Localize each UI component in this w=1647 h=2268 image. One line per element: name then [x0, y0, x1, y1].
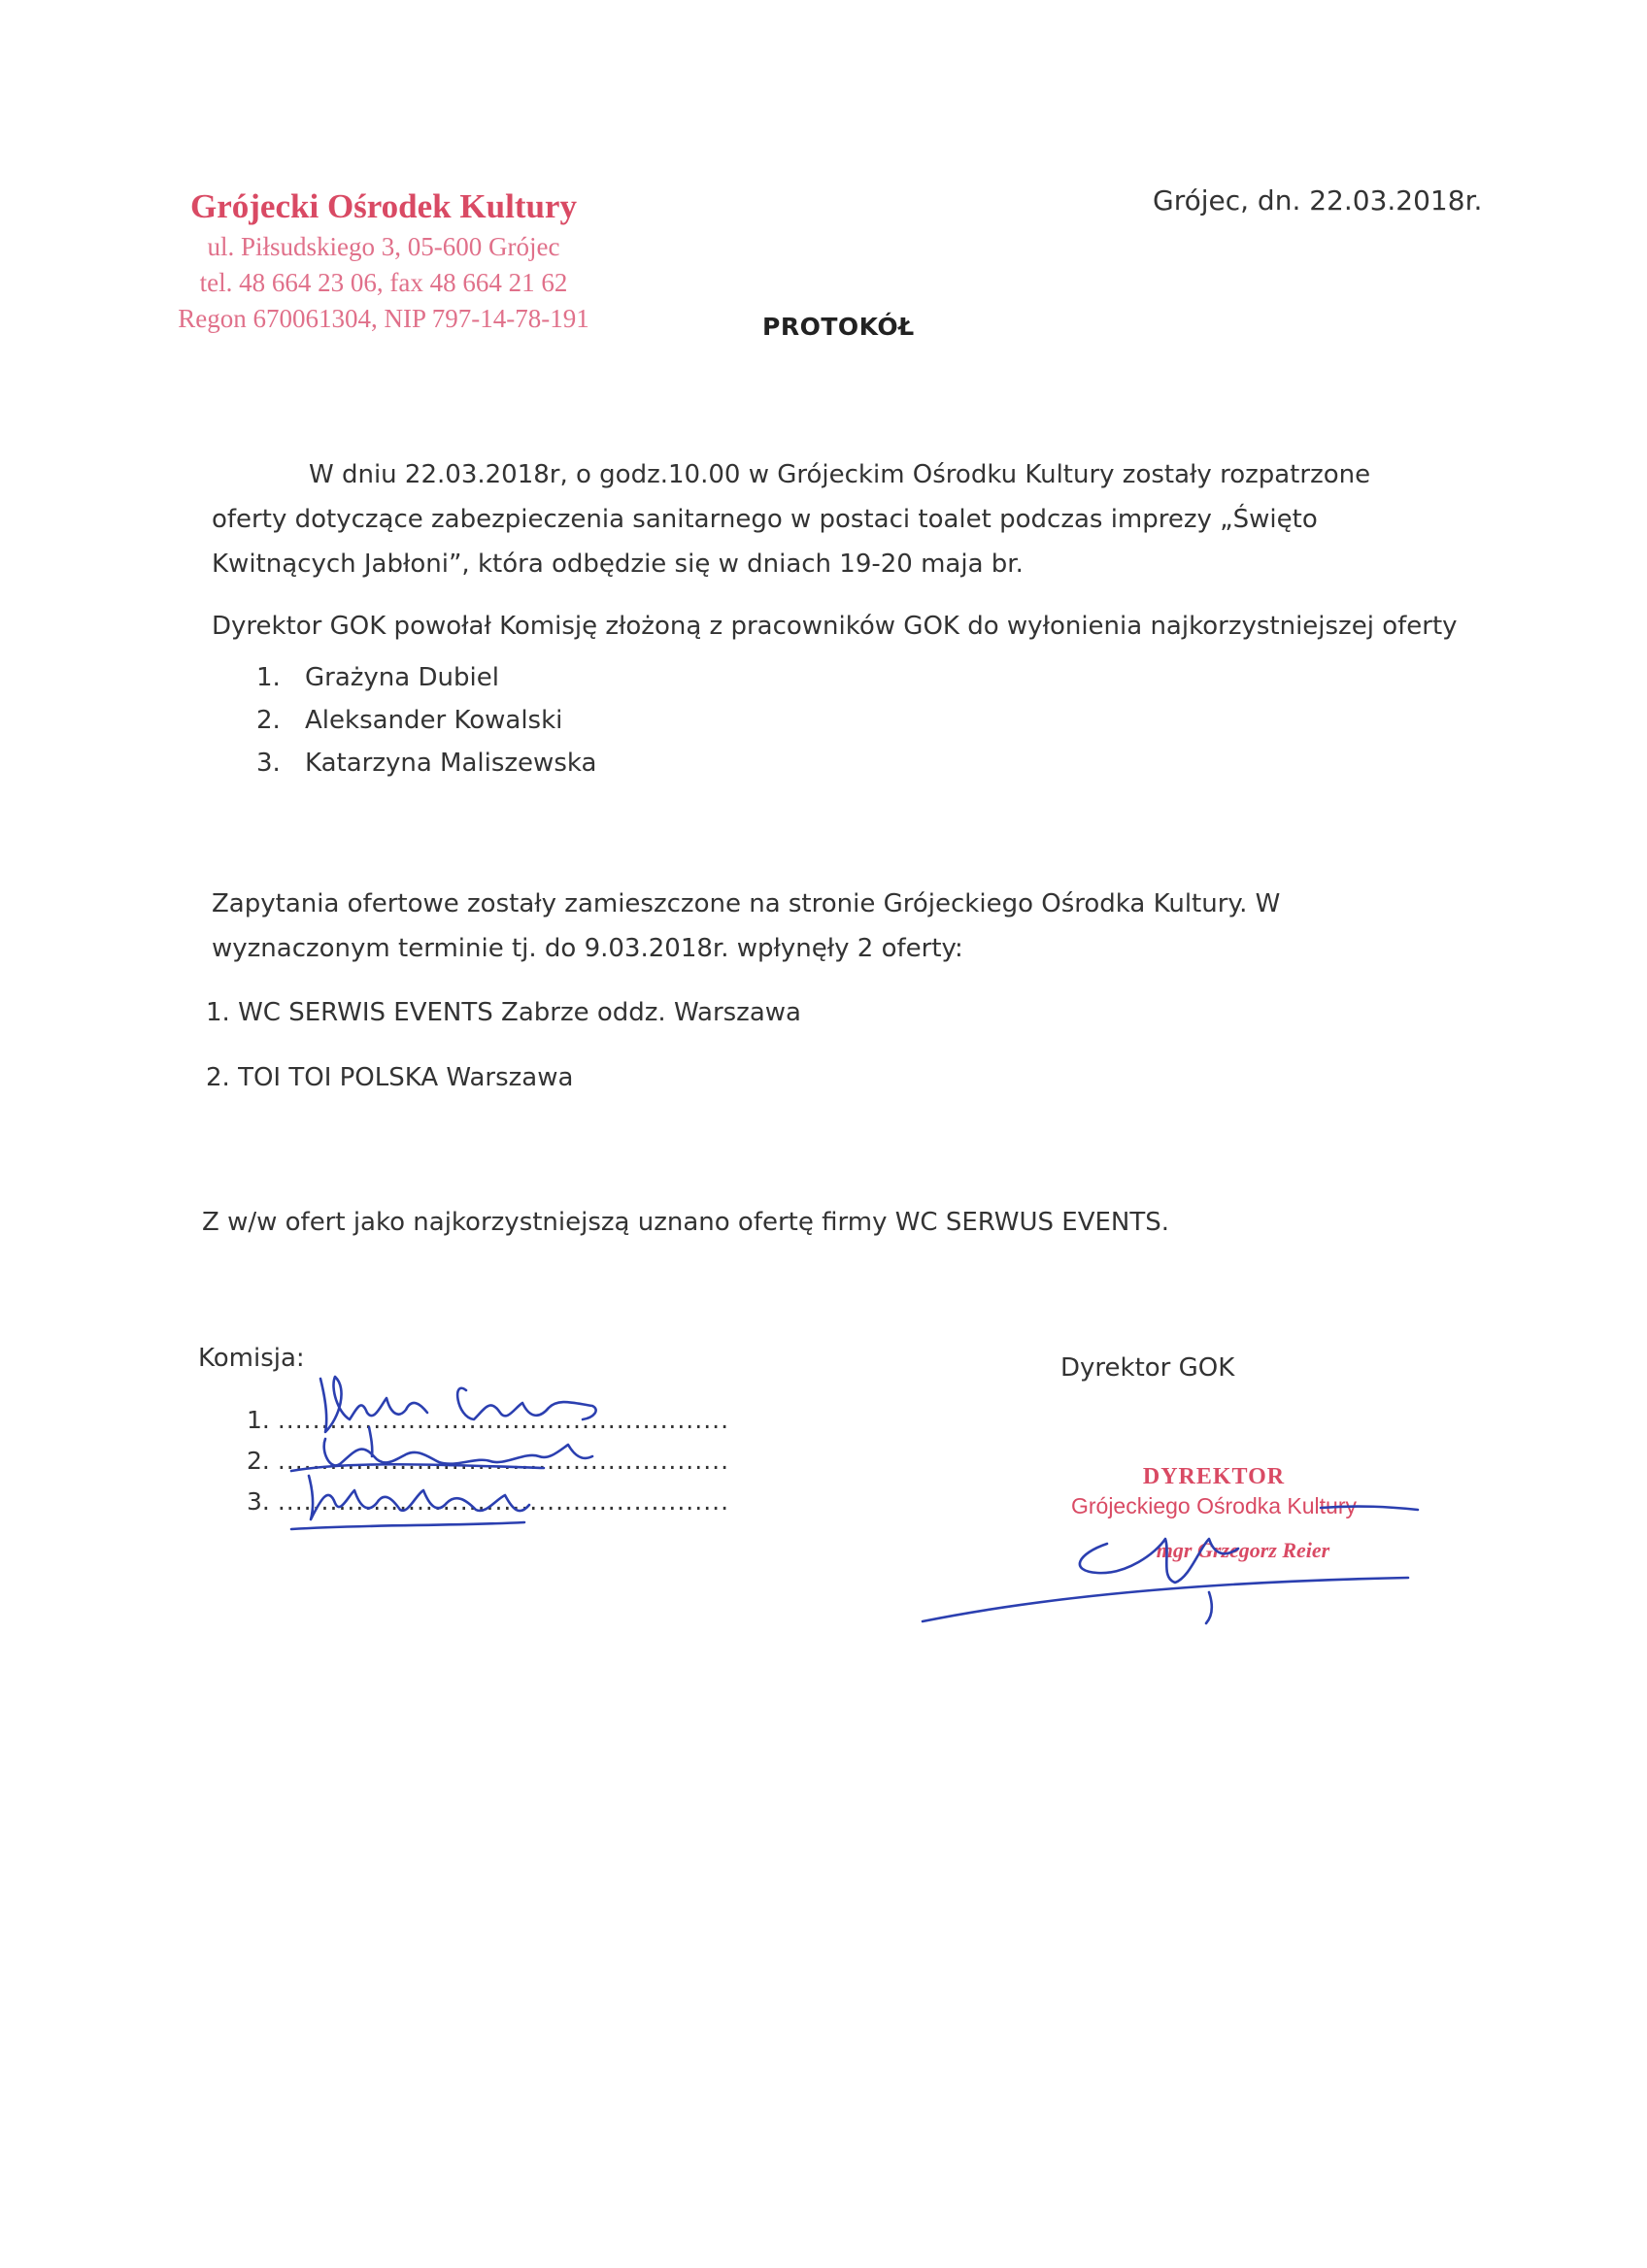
- letterhead-org-name: Grójecki Ośrodek Kultury: [190, 187, 577, 225]
- place-date: Grójec, dn. 22.03.2018r.: [1153, 184, 1483, 217]
- offer-item: 2. TOI TOI POLSKA Warszawa: [206, 1063, 574, 1092]
- paragraph-commission: Dyrektor GOK powołał Komisję złożoną z pracowników GOK do wyłonienia najkorzystniejszej oferty: [212, 612, 1458, 641]
- commission-label: Komisja:: [198, 1344, 305, 1373]
- list-item: 2. Aleksander Kowalski: [256, 706, 563, 735]
- letterhead-address: ul. Piłsudskiego 3, 05-600 Grójec: [207, 232, 560, 261]
- member-name: Grażyna Dubiel: [305, 663, 499, 692]
- director-signature-stroke: [1206, 1592, 1212, 1623]
- director-stamp: [1029, 1462, 1398, 1563]
- signature-line: 1. ....................................................: [247, 1406, 730, 1434]
- director-label: Dyrektor GOK: [1060, 1353, 1235, 1383]
- paragraph-intro: W dniu 22.03.2018r, o godz.10.00 w Grójeckim Ośrodku Kultury zostały rozpatrzone oferty dotyczące zabezpieczenia sanitarnego w postaci toalet podczas imprezy „Święto Kwitnących Jabłoni”, która odbędzie się w dniach 19-20 maja br.: [212, 460, 1371, 579]
- list-item: 3. Katarzyna Maliszewska: [256, 749, 597, 778]
- signature-line: 3. ....................................................: [247, 1487, 730, 1516]
- signature-3-stroke: [291, 1522, 524, 1529]
- commission-members-list: [256, 656, 596, 784]
- signature-line: 2. ....................................................: [247, 1447, 730, 1475]
- document-title: PROTOKÓŁ: [762, 313, 915, 341]
- offer-item: 1. WC SERWIS EVENTS Zabrze oddz. Warszawa: [206, 998, 801, 1027]
- list-item: 1. Grażyna Dubiel: [256, 663, 499, 692]
- paragraph-conclusion: Z w/w ofert jako najkorzystniejszą uznano ofertę firmy WC SERWUS EVENTS.: [202, 1208, 1170, 1237]
- director-stamp-name: mgr Grzegorz Reier: [1156, 1538, 1330, 1562]
- letterhead-phone: tel. 48 664 23 06, fax 48 664 21 62: [199, 268, 568, 297]
- member-name: Aleksander Kowalski: [305, 706, 563, 735]
- director-stamp-org: Grójeckiego Ośrodka Kultury: [1070, 1493, 1357, 1518]
- letterhead-regon: Regon 670061304, NIP 797-14-78-191: [178, 304, 589, 333]
- member-name: Katarzyna Maliszewska: [305, 749, 597, 778]
- paragraph-inquiries: Zapytania ofertowe zostały zamieszczone na stronie Grójeckiego Ośrodka Kultury. W wyznaczonym terminie tj. do 9.03.2018r. wpłynęły 2 oferty:: [212, 889, 1281, 963]
- director-stamp-title: DYREKTOR: [1142, 1464, 1286, 1489]
- letterhead-stamp: [155, 184, 612, 337]
- director-signature-stroke: [923, 1578, 1408, 1621]
